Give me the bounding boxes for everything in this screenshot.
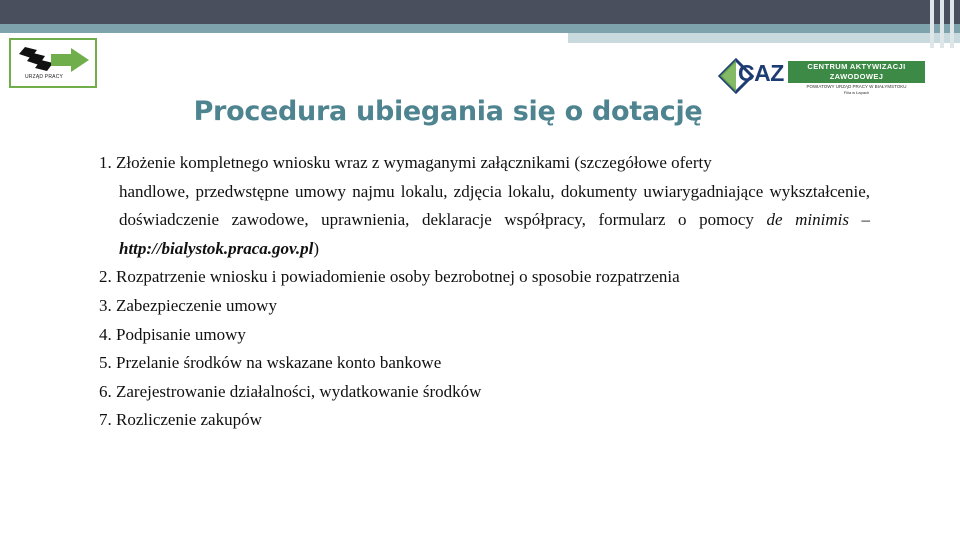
header-bar-teal [0, 24, 960, 33]
caz-name-box [788, 61, 925, 83]
step-1-close-paren: ) [313, 238, 320, 258]
procedure-list [99, 149, 870, 435]
procedure-step-7: 7. Rozliczenie zakupów [99, 410, 262, 430]
caz-logo [716, 56, 928, 96]
step-1-link[interactable]: http://bialystok.praca.gov.pl [119, 238, 314, 258]
caz-mark: CAZ [738, 60, 784, 86]
procedure-step-6: 6. Zarejestrowanie działalności, wydatkowanie środków [99, 381, 482, 401]
step-1-text: handlowe, przedwstępne umowy najmu lokalu, zdjęcia lokalu, dokumenty uwiarygadniające wykształcenie, doświadczenie zawodowe, uprawnienia, deklaracje współpracy, formularz o pomocy [119, 181, 870, 230]
caz-name-line2: ZAWODOWEJ [829, 72, 884, 81]
procedure-step-5: 5. Przelanie środków na wskazane konto bankowe [99, 353, 442, 373]
urzad-pracy-logo [9, 38, 97, 88]
caz-branch: Filia w Łapach [843, 90, 870, 95]
caz-name-line1: CENTRUM AKTYWIZACJI [807, 62, 906, 71]
header-bar-stripe [940, 0, 944, 48]
procedure-step-3: 3. Zabezpieczenie umowy [99, 295, 277, 315]
logo-caption: URZĄD PRACY [25, 74, 64, 80]
procedure-step-2: 2. Rozpatrzenie wniosku i powiadomienie osoby bezrobotnej o sposobie rozpatrzenia [99, 267, 680, 287]
header-bar-dark [0, 0, 960, 24]
header-bar-stripe [930, 0, 934, 48]
header-bar-light [568, 33, 960, 43]
header-bar-stripe [950, 0, 954, 48]
procedure-step-4: 4. Podpisanie umowy [99, 324, 246, 344]
step-1-de-minimis: de minimis [766, 210, 849, 230]
step-1-first-line: Złożenie kompletnego wniosku wraz z wymaganymi załącznikami (szczegółowe oferty [116, 153, 712, 172]
step-1-dash: – [861, 210, 871, 230]
caz-subtitle: POWIATOWY URZĄD PRACY W BIAŁYMSTOKU [806, 84, 907, 89]
procedure-step-1 [99, 149, 870, 263]
slide-title: Procedura ubiegania się o dotację [193, 96, 703, 127]
step-1-number: 1. [99, 153, 112, 172]
